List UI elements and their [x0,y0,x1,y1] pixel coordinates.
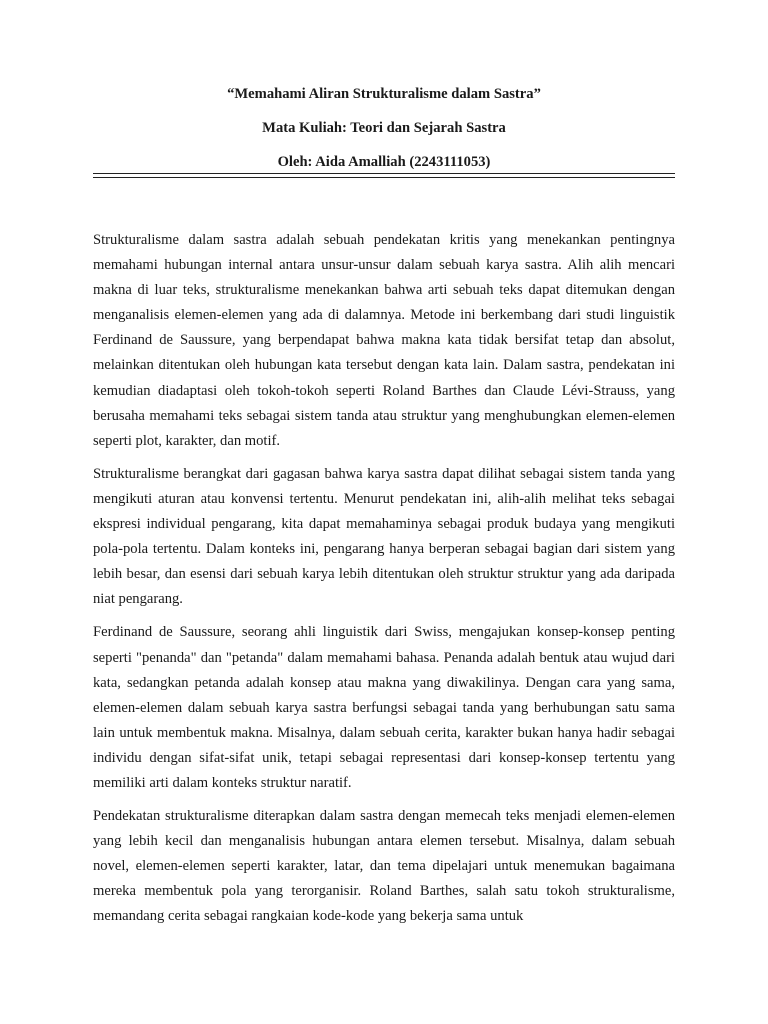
document-header [93,85,675,175]
course-name: Mata Kuliah: Teori dan Sejarah Sastra [262,120,506,136]
author-line: Oleh: Aida Amalliah (2243111053) [277,154,491,170]
header-divider [93,173,675,178]
paragraph-3: Ferdinand de Saussure, seorang ahli linguistik dari Swiss, mengajukan konsep-konsep penting seperti "penanda" dan "petanda" dalam memahami bahasa. Penanda adalah bentuk atau wujud dari kata, sedangkan petanda adalah konsep atau makna yang diwakilinya. Dengan cara yang sama, elemen-elemen dalam sebuah karya sastra berfungsi sebagai tanda yang berhubungan satu sama lain untuk membentuk makna. Misalnya, dalam sebuah cerita, karakter bukan hanya hadir sebagai individu dengan sifat-sifat unik, tetapi sebagai representasi dari konsep-konsep tertentu yang memiliki arti dalam konteks struktur naratif. [93,624,675,791]
document-body [93,228,675,938]
paragraph-2: Strukturalisme berangkat dari gagasan bahwa karya sastra dapat dilihat sebagai sistem tanda yang mengikuti aturan atau konvensi tertentu. Menurut pendekatan ini, alih-alih melihat teks sebagai ekspresi individual pengarang, kita dapat memahaminya sebagai produk budaya yang mengikuti pola-pola tertentu. Dalam konteks ini, pengarang hanya berperan sebagai bagian dari sistem yang lebih besar, dan esensi dari sebuah karya lebih ditentukan oleh struktur struktur yang ada daripada niat pengarang. [93,465,675,608]
paragraph-4: Pendekatan strukturalisme diterapkan dalam sastra dengan memecah teks menjadi elemen-elemen yang lebih kecil dan menganalisis hubungan antara elemen tersebut. Misalnya, dalam sebuah novel, elemen-elemen seperti karakter, latar, dan tema dipelajari untuk menemukan bagaimana mereka membentuk pola yang terorganisir. Roland Barthes, salah satu tokoh strukturalisme, memandang cerita sebagai rangkaian kode-kode yang bekerja sama untuk [93,808,675,925]
document-title: “Memahami Aliran Strukturalisme dalam Sastra” [227,86,541,102]
paragraph-1: Strukturalisme dalam sastra adalah sebuah pendekatan kritis yang menekankan pentingnya memahami hubungan internal antara unsur-unsur dalam sebuah karya sastra. Alih alih mencari makna di luar teks, strukturalisme menekankan bahwa arti sebuah teks dapat ditemukan dengan menganalisis elemen-elemen yang ada di dalamnya. Metode ini berkembang dari studi linguistik Ferdinand de Saussure, yang berpendapat bahwa makna kata tidak bersifat tetap dan absolut, melainkan ditentukan oleh hubungan kata tersebut dengan kata lain. Dalam sastra, pendekatan ini kemudian diadaptasi oleh tokoh-tokoh seperti Roland Barthes dan Claude Lévi-Strauss, yang berusaha memahami teks sebagai sistem tanda atau struktur yang menghubungkan elemen-elemen seperti plot, karakter, dan motif. [93,232,675,449]
